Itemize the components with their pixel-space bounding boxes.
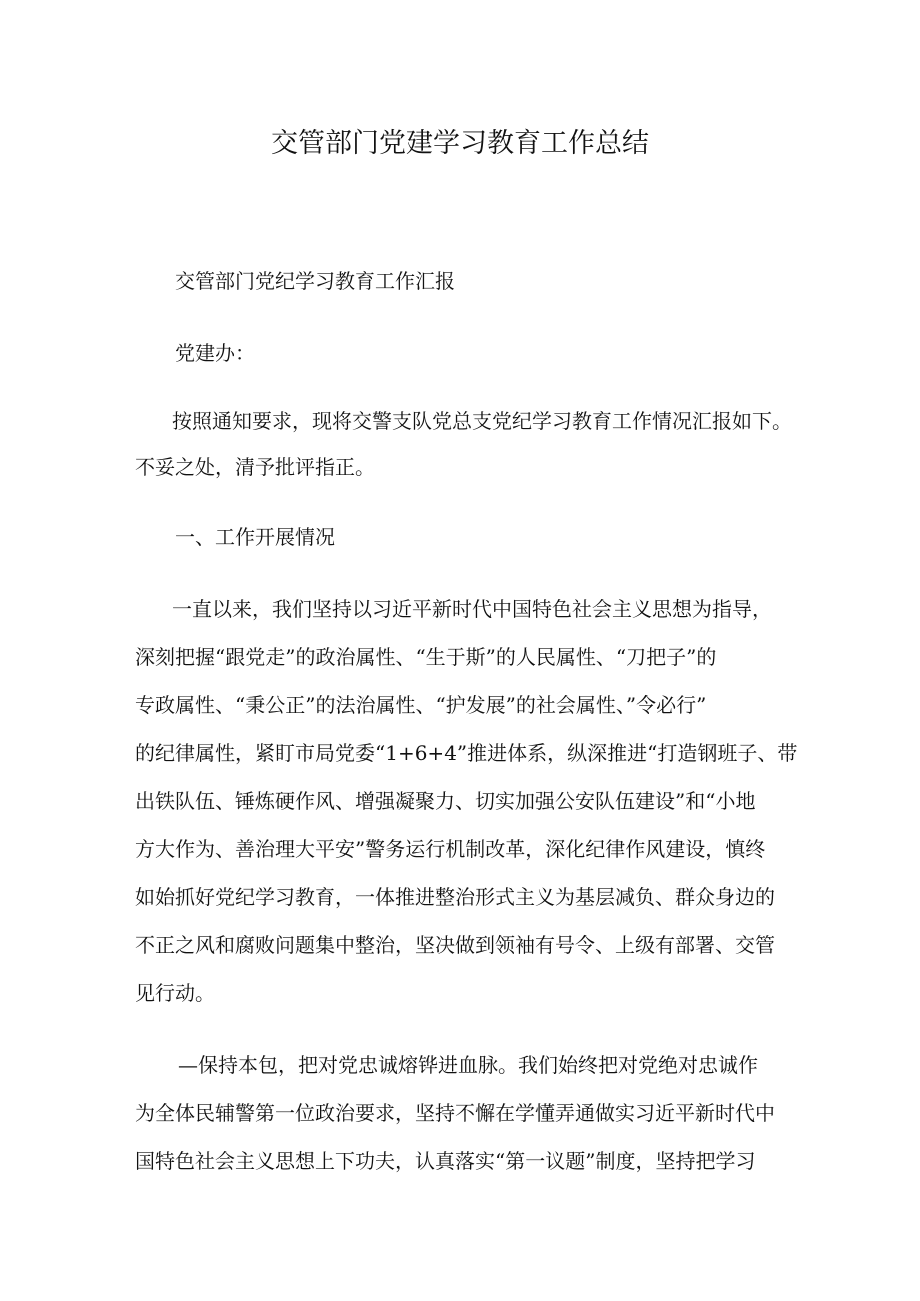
paragraph-1-line: 见行动。 <box>135 981 215 1005</box>
addressee: 党建办： <box>175 341 255 365</box>
paragraph-1-line: 如始抓好党纪学习教育，一体推进整治形式主义为基层减负、群众身边的 <box>135 885 775 909</box>
paragraph-2-line: 为全体民辅警第一位政治要求，坚持不懈在学懂弄通做实习近平新时代中 <box>135 1101 775 1125</box>
paragraph-1-line: 一直以来，我们坚持以习近平新时代中国特色社会主义思想为指导， <box>172 597 772 621</box>
paragraph-1-line: 方大作为、善治理大平安”警务运行机制改革，深化纪律作风建设，慎终 <box>135 837 766 861</box>
paragraph-1-line: 深刻把握“跟党走”的政治属性、“生于斯”的人民属性、“刀把子”的 <box>135 645 717 669</box>
paragraph-2-line: —保持本包，把对党忠诚熔铧进血脉。我们始终把对党绝对忠诚作 <box>178 1053 758 1077</box>
document-subtitle: 交管部门党纪学习教育工作汇报 <box>175 269 455 293</box>
paragraph-1-line: 的纪律属性，紧盯市局党委“1+6+4”推进体系，纵深推进“打造钢班子、带 <box>135 741 798 765</box>
paragraph-2-line: 国特色社会主义思想上下功夫，认真落实“第一议题”制度，坚持把学习 <box>135 1149 756 1173</box>
section-heading: 一、工作开展情况 <box>175 525 335 549</box>
intro-line-2: 不妥之处，清予批评指正。 <box>135 455 375 479</box>
paragraph-1-line: 出铁队伍、锤炼硬作风、增强凝聚力、切实加强公安队伍建设”和“小地 <box>135 789 756 813</box>
document-title: 交管部门党建学习教育工作总结 <box>271 128 649 159</box>
paragraph-1-line: 不正之风和腐败问题集中整治，坚决做到领袖有号令、上级有部署、交管 <box>135 933 775 957</box>
intro-line-1: 按照通知要求，现将交警支队党总支党纪学习教育工作情况汇报如下。 <box>172 409 792 433</box>
paragraph-1-line: 专政属性、“秉公正”的法治属性、“护发展”的社会属性、”令必行” <box>135 693 707 717</box>
